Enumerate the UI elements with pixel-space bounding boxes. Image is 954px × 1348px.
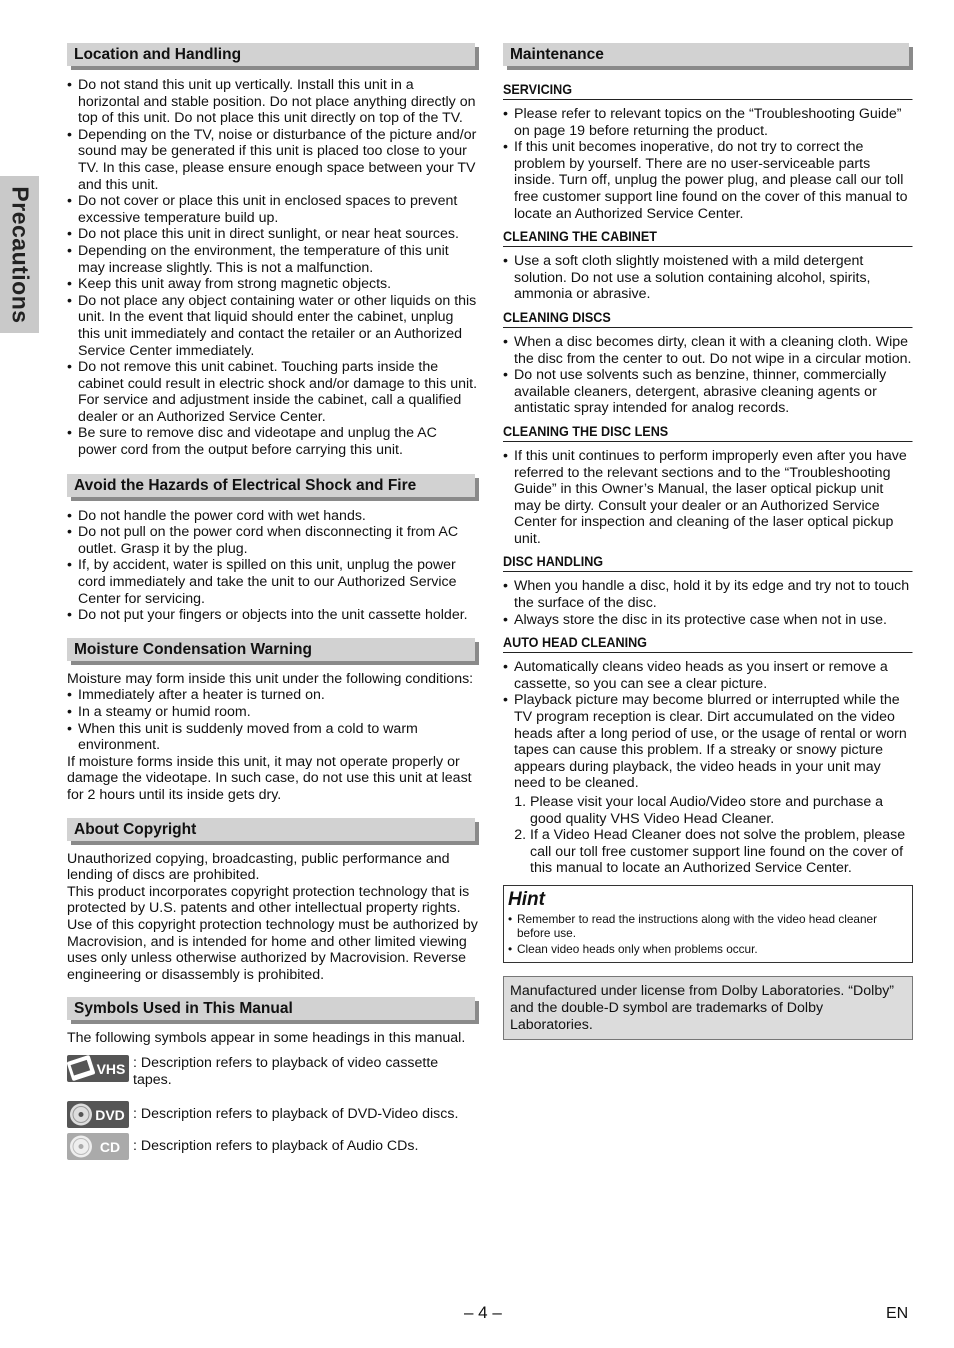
- dvd-icon: [67, 1101, 129, 1128]
- list-item: • Remember to read the instructions along with the video head cleaner before use.: [508, 913, 907, 941]
- side-tab-label: Precautions: [7, 185, 33, 324]
- moisture-outro: If moisture forms inside this unit, it may not operate properly or damage the videotape. In such case, do not use this unit at least for 2 hours until its inside gets dry.: [67, 753, 472, 803]
- copyright-p1: Unauthorized copying, broadcasting, public performance and lending of discs are prohibited.: [67, 850, 450, 884]
- heading-disc-handling: DISC HANDLING: [503, 553, 913, 572]
- list-item: • When a disc becomes dirty, clean it with a cleaning cloth. Wipe the disc from the center to out. Do not wipe in a circular motion.: [503, 334, 913, 367]
- hint-box: [503, 885, 913, 963]
- list-item: • Do not handle the power cord with wet hands.: [67, 508, 479, 525]
- section-title-location: Location and Handling: [67, 43, 475, 66]
- list-item: • Immediately after a heater is turned on.: [67, 687, 479, 704]
- step-item: 1. Please visit your local Audio/Video store and purchase a good quality VHS Video Head Cleaner.: [530, 794, 913, 827]
- list-item: • Do not place this unit in direct sunlight, or near heat sources.: [67, 226, 479, 243]
- list-item: • Playback picture may become blurred or interrupted while the TV program reception is clear. Dirt accumulated on the video heads after a long period of use, or the usage of rental or worn tapes can cause this problem. If a streaky or snowy picture appears during playback, the video heads in your unit may need to be cleaned.: [503, 692, 913, 792]
- list-item: • Do not use solvents such as benzine, thinner, commercially available cleaners, detergent, abrasive cleaning agents or antistatic spray intended for analog records.: [503, 367, 913, 417]
- side-tab: [0, 176, 39, 333]
- heading-auto-head-cleaning: AUTO HEAD CLEANING: [503, 634, 913, 653]
- page-number: – 4 –: [464, 1303, 502, 1322]
- section-title-copyright: About Copyright: [67, 818, 475, 841]
- list-item: • Clean video heads only when problems occur.: [508, 943, 907, 957]
- list-item: • Do not stand this unit up vertically. Install this unit in a horizontal and stable position. Do not place anything directly on top of this unit. Do not place this unit directly on top of the TV.: [67, 77, 479, 127]
- vhs-badge-label: VHS: [96, 1060, 126, 1077]
- list-item: • Always store the disc in its protective case when not in use.: [503, 612, 913, 629]
- symbol-row-dvd: [67, 1101, 479, 1128]
- copyright-p2: This product incorporates copyright protection technology that is protected by U.S. patents and other intellectual property rights. Use of this copyright protection technology must be authorized by Macrovision, and is intended for home and other limited viewing uses only unless otherwise authorized by Macrovision. Reverse engineering or disassembly is prohibited.: [67, 883, 478, 983]
- handling-list: [503, 578, 913, 628]
- section-title-hazards: Avoid the Hazards of Electrical Shock and Fire: [67, 474, 475, 497]
- vhs-icon: [67, 1055, 129, 1082]
- dvd-badge-label: DVD: [95, 1107, 125, 1124]
- symbol-row-cd: [67, 1133, 479, 1160]
- servicing-list: [503, 106, 913, 222]
- list-item: • Do not pull on the power cord when disconnecting it from AC outlet. Grasp it by the plug.: [67, 524, 479, 557]
- dolby-notice: Manufactured under license from Dolby Laboratories. “Dolby” and the double-D symbol are trademarks of Dolby Laboratories.: [503, 976, 913, 1040]
- list-item: • If, by accident, water is spilled on this unit, unplug the power cord immediately and take the unit to our Authorized Service Center for servicing.: [67, 557, 479, 607]
- cabinet-list: [503, 253, 913, 303]
- list-item: • When this unit is suddenly moved from a cold to warm environment.: [67, 721, 479, 754]
- location-list: [67, 77, 479, 459]
- heading-cleaning-cabinet: CLEANING THE CABINET: [503, 228, 913, 247]
- language-label: EN: [886, 1305, 909, 1322]
- hazards-list: [67, 508, 479, 624]
- list-item: • Use a soft cloth slightly moistened with a mild detergent solution. Do not use a solution containing alcohol, spirits, ammonia or abrasive.: [503, 253, 913, 303]
- moisture-intro: Moisture may form inside this unit under the following conditions:: [67, 670, 474, 687]
- step-item: 2. If a Video Head Cleaner does not solve the problem, please call our toll free customer support line found on the cover of this manual to locate an Authorized Service Center.: [530, 827, 913, 877]
- section-title-maintenance: Maintenance: [503, 43, 909, 66]
- vhs-description: : Description refers to playback of video cassette tapes.: [133, 1054, 439, 1088]
- list-item: • Keep this unit away from strong magnetic objects.: [67, 276, 479, 293]
- lens-list: [503, 448, 913, 548]
- heading-cleaning-disc-lens: CLEANING THE DISC LENS: [503, 423, 913, 442]
- cd-icon: [67, 1133, 129, 1160]
- list-item: • Depending on the environment, the temperature of this unit may increase slightly. This is not a malfunction.: [67, 243, 479, 276]
- left-column: [67, 43, 479, 1160]
- cd-badge-label: CD: [99, 1139, 121, 1156]
- list-item: • Be sure to remove disc and videotape and unplug the AC power cord from the output before carrying this unit.: [67, 425, 479, 458]
- section-title-moisture: Moisture Condensation Warning: [67, 638, 475, 661]
- autohead-list: [503, 659, 913, 792]
- section-title-symbols: Symbols Used in This Manual: [67, 997, 475, 1020]
- list-item: • Do not remove this unit cabinet. Touching parts inside the cabinet could result in electric shock and/or damage to this unit. For service and adjustment inside the cabinet, call a qualified dealer or an Authorized Service Center.: [67, 359, 479, 425]
- list-item: • In a steamy or humid room.: [67, 704, 479, 721]
- symbol-row-vhs: [67, 1055, 479, 1088]
- list-item: • Depending on the TV, noise or disturbance of the picture and/or sound may be generated if this unit is placed too close to your TV. In this case, please ensure enough space between your TV and this unit.: [67, 127, 479, 193]
- list-item: • Do not cover or place this unit in enclosed spaces to prevent excessive temperature build up.: [67, 193, 479, 226]
- list-item: • If this unit continues to perform improperly even after you have referred to the relevant sections and to the “Troubleshooting Guide” in this Owner’s Manual, the laser optical pickup unit may be dirty. Consult your dealer or an Authorized Service Center for inspection and cleaning of the laser optical pickup unit.: [503, 448, 913, 548]
- hint-list: [508, 913, 907, 956]
- list-item: • Do not put your fingers or objects into the unit cassette holder.: [67, 607, 479, 624]
- moisture-list: [67, 687, 479, 753]
- heading-cleaning-discs: CLEANING DISCS: [503, 309, 913, 328]
- list-item: • Automatically cleans video heads as you insert or remove a cassette, so you can see a clear picture.: [503, 659, 913, 692]
- discs-list: [503, 334, 913, 417]
- list-item: • Do not place any object containing water or other liquids on this unit. In the event that liquid should enter the cabinet, unplug this unit immediately and contact the retailer or an Authorized Service Center immediately.: [67, 293, 479, 359]
- cd-description: : Description refers to playback of Audio CDs.: [133, 1138, 419, 1155]
- right-column: [503, 43, 913, 1040]
- symbols-intro: The following symbols appear in some headings in this manual.: [67, 1030, 466, 1047]
- autohead-steps: [503, 794, 913, 877]
- dvd-description: : Description refers to playback of DVD-Video discs.: [133, 1106, 459, 1123]
- heading-servicing: SERVICING: [503, 81, 913, 100]
- list-item: • If this unit becomes inoperative, do not try to correct the problem by yourself. There are no user-serviceable parts inside. Turn off, unplug the power plug, and please call our toll free customer support line found on the cover of this manual to locate an Authorized Service Center.: [503, 139, 913, 222]
- list-item: • When you handle a disc, hold it by its edge and try not to touch the surface of the disc.: [503, 578, 913, 611]
- hint-title: Hint: [508, 888, 545, 910]
- list-item: • Please refer to relevant topics on the “Troubleshooting Guide” on page 19 before returning the product.: [503, 106, 913, 139]
